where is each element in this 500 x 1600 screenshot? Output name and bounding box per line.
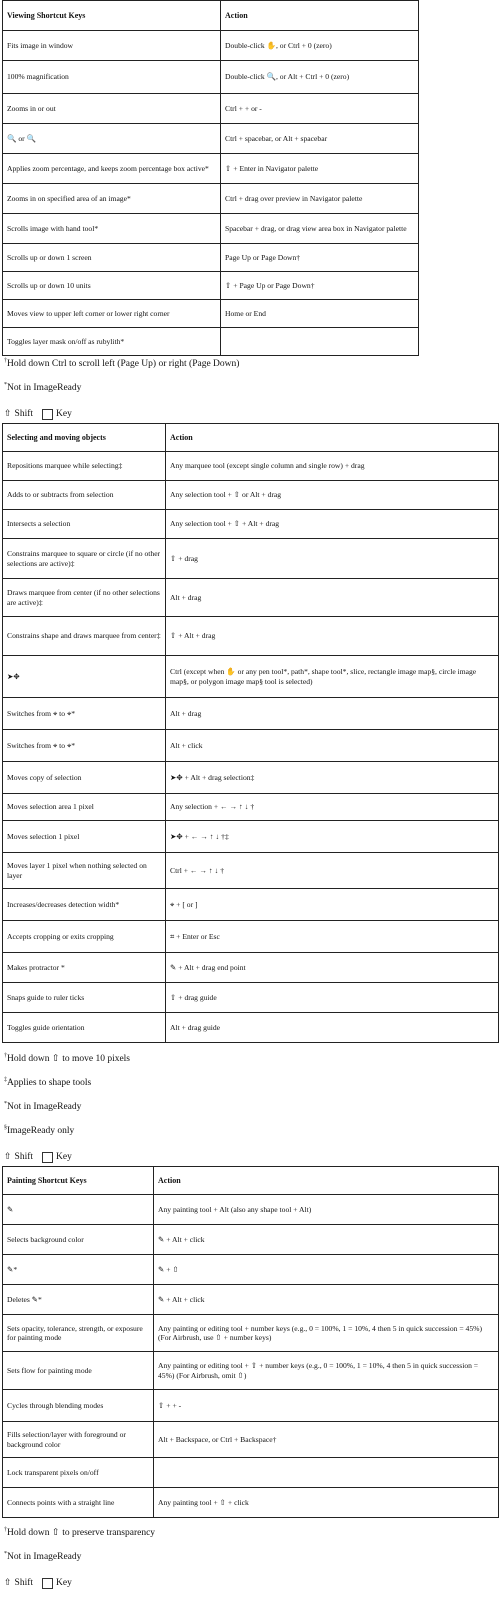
- footnote-dagger: †Hold down Ctrl to scroll left (Page Up) or right (Page Down): [4, 358, 240, 370]
- legend-key-label: Key: [56, 1578, 72, 1588]
- table-header-row: [3, 424, 499, 452]
- cell: ➤✥: [3, 656, 166, 698]
- cell: ⇧ + + -: [154, 1390, 499, 1422]
- table-row: [3, 617, 499, 656]
- cell: Selects background color: [3, 1225, 154, 1255]
- table-row: [3, 1013, 499, 1043]
- key-legend: [4, 1575, 500, 1591]
- cell: Spacebar + drag, or drag view area box in Navigator palette: [221, 214, 419, 244]
- cell: Alt + drag guide: [166, 1013, 499, 1043]
- shift-arrow-icon: ⇧: [4, 409, 12, 419]
- legend-shift-label: Shift: [14, 1152, 34, 1162]
- table-row: [3, 1225, 499, 1255]
- cell: Zooms in or out: [3, 94, 221, 124]
- cell: Moves selection area 1 pixel: [3, 794, 166, 821]
- cell: ⇧ + drag guide: [166, 983, 499, 1013]
- cell: Ctrl + ← → ↑ ↓ †: [166, 853, 499, 889]
- table-row: [3, 510, 499, 539]
- table-row: [3, 953, 499, 983]
- table-row: [3, 1285, 499, 1315]
- cell: Repositions marquee while selecting‡: [3, 452, 166, 481]
- cell: Lock transparent pixels on/off: [3, 1458, 154, 1488]
- cell: Any selection tool + ⇧ or Alt + drag: [166, 481, 499, 510]
- table-row: [3, 1315, 499, 1352]
- cell: Any marquee tool (except single column and single row) + drag: [166, 452, 499, 481]
- painting-section: [0, 1166, 500, 1518]
- selecting-notes: [0, 1053, 500, 1165]
- cell: Any selection tool + ⇧ + Alt + drag: [166, 510, 499, 539]
- cell: Scrolls up or down 10 units: [3, 272, 221, 300]
- cell: Applies zoom percentage, and keeps zoom percentage box active*: [3, 154, 221, 184]
- cell: Alt + click: [166, 730, 499, 762]
- column-header: Painting Shortcut Keys: [3, 1167, 154, 1195]
- cell: Accepts cropping or exits cropping: [3, 921, 166, 953]
- cell: Any selection + ← → ↑ ↓ †: [166, 794, 499, 821]
- cell: Connects points with a straight line: [3, 1488, 154, 1518]
- table-row: [3, 983, 499, 1013]
- table-row: [3, 1390, 499, 1422]
- cell: Scrolls up or down 1 screen: [3, 244, 221, 272]
- cell: Constrains shape and draws marquee from center‡: [3, 617, 166, 656]
- cell: Alt + drag: [166, 579, 499, 617]
- column-header: Action: [154, 1167, 499, 1195]
- key-box-icon: [42, 409, 53, 420]
- cell: Constrains marquee to square or circle (if no other selections are active)‡: [3, 539, 166, 579]
- cell: Switches from ⌖ to ⌖*: [3, 730, 166, 762]
- cell: ⇧ + Alt + drag: [166, 617, 499, 656]
- table-row: [3, 154, 419, 184]
- cell: Switches from ⌖ to ⌖*: [3, 698, 166, 730]
- cell: Ctrl (except when ✋ or any pen tool*, path*, shape tool*, slice, rectangle image map§, circle image map§, or polygon image map§ tool is selected): [166, 656, 499, 698]
- table-row: [3, 794, 499, 821]
- table-row: [3, 853, 499, 889]
- cell: Deletes ✎*: [3, 1285, 154, 1315]
- cell: ⌗ + Enter or Esc: [166, 921, 499, 953]
- table-row: [3, 1458, 499, 1488]
- legend-key-label: Key: [56, 409, 72, 419]
- cell: Double-click 🔍, or Alt + Ctrl + 0 (zero): [221, 61, 419, 94]
- painting-notes: [0, 1527, 500, 1591]
- table-row: [3, 1422, 499, 1458]
- cell: Double-click ✋, or Ctrl + 0 (zero): [221, 31, 419, 61]
- table-row: [3, 539, 499, 579]
- cell: Any painting or editing tool + ⇧ + number keys (e.g., 0 = 100%, 1 = 10%, 4 then 5 in quick succession = 45%) (For Airbrush, omit ⇧): [154, 1352, 499, 1390]
- cell: Ctrl + + or -: [221, 94, 419, 124]
- column-header: Action: [166, 424, 499, 452]
- table-row: [3, 244, 419, 272]
- cell: [221, 328, 419, 356]
- cell: Ctrl + drag over preview in Navigator palette: [221, 184, 419, 214]
- table-row: [3, 31, 419, 61]
- key-box-icon: [42, 1152, 53, 1163]
- footnote-asterisk: *Not in ImageReady: [4, 1101, 82, 1113]
- table-row: [3, 328, 419, 356]
- cell: ➤✥ + Alt + drag selection‡: [166, 762, 499, 794]
- table-row: [3, 300, 419, 328]
- legend-shift-label: Shift: [14, 1578, 34, 1588]
- cell: Alt + Backspace, or Ctrl + Backspace†: [154, 1422, 499, 1458]
- cell: Alt + drag: [166, 698, 499, 730]
- cell: Intersects a selection: [3, 510, 166, 539]
- table-row: [3, 1255, 499, 1285]
- selecting-section: [0, 423, 500, 1043]
- cell: Scrolls image with hand tool*: [3, 214, 221, 244]
- cell: ✎ + Alt + drag end point: [166, 953, 499, 983]
- table-row: [3, 821, 499, 853]
- cell: ➤✥ + ← → ↑ ↓ †‡: [166, 821, 499, 853]
- cell: Toggles layer mask on/off as rubylith*: [3, 328, 221, 356]
- cell: ✎ + ⇧: [154, 1255, 499, 1285]
- table-row: [3, 452, 499, 481]
- legend-shift-label: Shift: [14, 409, 34, 419]
- cell: Draws marquee from center (if no other selections are active)‡: [3, 579, 166, 617]
- cell: Cycles through blending modes: [3, 1390, 154, 1422]
- cell: ⌖ + [ or ]: [166, 889, 499, 921]
- cell: Makes protractor *: [3, 953, 166, 983]
- cell: Increases/decreases detection width*: [3, 889, 166, 921]
- table-row: [3, 272, 419, 300]
- cell: [154, 1458, 499, 1488]
- table-row: [3, 61, 419, 94]
- table-row: [3, 698, 499, 730]
- legend-key-label: Key: [56, 1152, 72, 1162]
- key-box-icon: [42, 1578, 53, 1589]
- cell: Sets flow for painting mode: [3, 1352, 154, 1390]
- cell: Ctrl + spacebar, or Alt + spacebar: [221, 124, 419, 154]
- cell: ✎ + Alt + click: [154, 1225, 499, 1255]
- table-header-row: [3, 1, 419, 31]
- cell: Fits image in window: [3, 31, 221, 61]
- cell: Any painting tool + ⇧ + click: [154, 1488, 499, 1518]
- footnote-section: §ImageReady only: [4, 1125, 75, 1137]
- cell: Toggles guide orientation: [3, 1013, 166, 1043]
- selecting-table: [2, 423, 499, 1043]
- cell: Adds to or subtracts from selection: [3, 481, 166, 510]
- cell: ⇧ + Page Up or Page Down†: [221, 272, 419, 300]
- table-row: [3, 889, 499, 921]
- viewing-shortcuts-section: [0, 0, 500, 356]
- table-row: [3, 1195, 499, 1225]
- footnote-dagger: †Hold down ⇧ to preserve transparency: [4, 1527, 156, 1539]
- painting-table: [2, 1166, 499, 1518]
- table-row: [3, 481, 499, 510]
- table-row: [3, 656, 499, 698]
- table-row: [3, 730, 499, 762]
- cell: ✎: [3, 1195, 154, 1225]
- column-header: Selecting and moving objects: [3, 424, 166, 452]
- cell: Moves selection 1 pixel: [3, 821, 166, 853]
- table-row: [3, 762, 499, 794]
- cell: Snaps guide to ruler ticks: [3, 983, 166, 1013]
- cell: Page Up or Page Down†: [221, 244, 419, 272]
- column-header: Viewing Shortcut Keys: [3, 1, 221, 31]
- cell: Moves copy of selection: [3, 762, 166, 794]
- cell: 🔍 or 🔍: [3, 124, 221, 154]
- table-row: [3, 184, 419, 214]
- footnote-dagger: †Hold down ⇧ to move 10 pixels: [4, 1053, 131, 1065]
- viewing-notes: [0, 358, 500, 422]
- cell: ✎ + Alt + click: [154, 1285, 499, 1315]
- key-legend: [4, 1149, 500, 1165]
- shift-arrow-icon: ⇧: [4, 1152, 12, 1162]
- shift-arrow-icon: ⇧: [4, 1578, 12, 1588]
- footnote-double-dagger: ‡Applies to shape tools: [4, 1077, 92, 1089]
- footnote-asterisk: *Not in ImageReady: [4, 1551, 82, 1563]
- footnote-asterisk: *Not in ImageReady: [4, 382, 82, 394]
- cell: 100% magnification: [3, 61, 221, 94]
- cell: ⇧ + drag: [166, 539, 499, 579]
- table-row: [3, 1352, 499, 1390]
- cell: Fills selection/layer with foreground or background color: [3, 1422, 154, 1458]
- cell: Sets opacity, tolerance, strength, or exposure for painting mode: [3, 1315, 154, 1352]
- table-row: [3, 579, 499, 617]
- column-header: Action: [221, 1, 419, 31]
- cell: Moves view to upper left corner or lower right corner: [3, 300, 221, 328]
- table-row: [3, 921, 499, 953]
- viewing-shortcuts-table: [2, 0, 419, 356]
- cell: Any painting tool + Alt (also any shape tool + Alt): [154, 1195, 499, 1225]
- table-row: [3, 94, 419, 124]
- key-legend: [4, 406, 500, 422]
- cell: Any painting or editing tool + number keys (e.g., 0 = 100%, 1 = 10%, 4 then 5 in quick succession = 45%) (For Airbrush, use ⇧ + number keys): [154, 1315, 499, 1352]
- cell: Moves layer 1 pixel when nothing selected on layer: [3, 853, 166, 889]
- table-row: [3, 214, 419, 244]
- table-header-row: [3, 1167, 499, 1195]
- cell: ⇧ + Enter in Navigator palette: [221, 154, 419, 184]
- cell: Home or End: [221, 300, 419, 328]
- cell: ✎*: [3, 1255, 154, 1285]
- cell: Zooms in on specified area of an image*: [3, 184, 221, 214]
- table-row: [3, 1488, 499, 1518]
- table-row: [3, 124, 419, 154]
